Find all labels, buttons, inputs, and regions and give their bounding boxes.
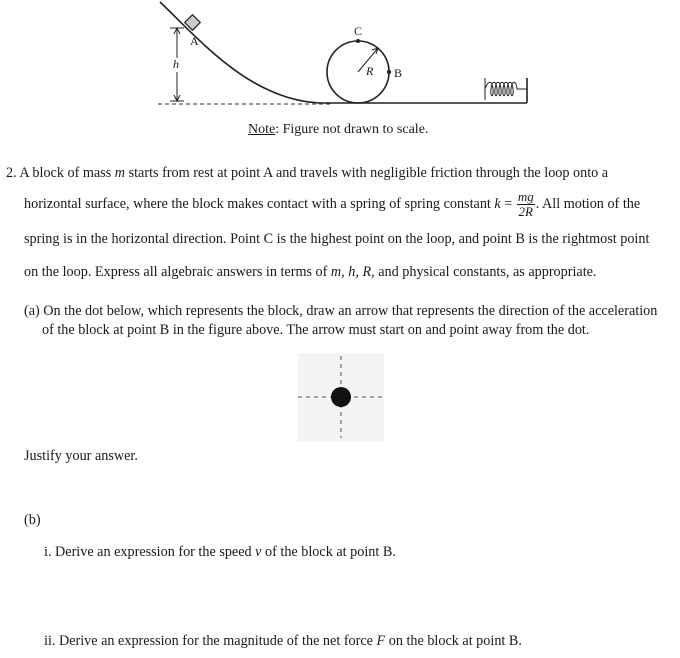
note-prefix: Note xyxy=(248,122,276,137)
part-b-i xyxy=(44,544,396,561)
frac-denominator: 2R xyxy=(518,204,533,219)
point-c-dot xyxy=(356,39,360,43)
point-b-dot xyxy=(387,70,391,74)
q-line2-a: horizontal surface, where the block makes contact with a spring of spring constant xyxy=(24,195,495,212)
var-f: F xyxy=(376,633,386,649)
question-line-1 xyxy=(6,165,608,182)
label-c: C xyxy=(354,24,363,38)
question-line-2 xyxy=(24,190,640,219)
part-b-i-a: i. Derive an expression for the speed xyxy=(44,544,256,560)
q-line2-eq: = xyxy=(500,195,516,212)
part-b-ii xyxy=(44,633,522,650)
var-v: v xyxy=(255,544,262,560)
physics-figure xyxy=(0,0,680,120)
incline-track xyxy=(160,2,320,103)
q-line1-a: A block of mass xyxy=(19,165,115,181)
label-b: B xyxy=(394,66,403,80)
note-rest: : Figure not drawn to scale. xyxy=(275,122,429,137)
figure-note xyxy=(248,122,428,138)
var-m: m xyxy=(114,165,126,181)
q-line4-vars: m, h, R, xyxy=(330,264,375,280)
q-line2-b: . All motion of the xyxy=(535,195,641,212)
justify-prompt: Justify your answer. xyxy=(24,448,138,464)
part-b-label: (b) xyxy=(24,512,41,528)
question-line-3: spring is in the horizontal direction. Point C is the highest point on the loop, and point B is the rightmost point xyxy=(24,231,650,247)
part-a-line-1: (a) On the dot below, which represents the block, draw an arrow that represents the direction of the acceleration xyxy=(24,303,658,319)
frac-numerator: mg xyxy=(517,189,534,204)
spring-constant-fraction xyxy=(517,190,535,219)
part-a-line-2: of the block at point B in the figure above. The arrow must start on and point away from the dot. xyxy=(42,322,590,338)
q-line4-a: on the loop. Express all algebraic answers in terms of xyxy=(24,264,331,280)
part-b-i-b: of the block at point B. xyxy=(261,544,396,560)
label-a: A xyxy=(190,34,199,48)
label-h: h xyxy=(173,57,179,71)
question-line-4 xyxy=(24,264,596,281)
question-number: 2. xyxy=(6,165,17,181)
spring-coil xyxy=(485,78,527,100)
label-r: R xyxy=(366,64,374,78)
var-k: k xyxy=(494,195,501,212)
block-dot xyxy=(331,387,351,407)
q-line4-b: and physical constants, as appropriate. xyxy=(374,264,597,280)
dot-diagram[interactable] xyxy=(0,350,680,450)
q-line1-b: starts from rest at point A and travels with negligible friction through the loop onto a xyxy=(125,165,609,181)
part-b-ii-a: ii. Derive an expression for the magnitude of the net force xyxy=(44,633,377,649)
part-b-ii-b: on the block at point B. xyxy=(385,633,522,649)
